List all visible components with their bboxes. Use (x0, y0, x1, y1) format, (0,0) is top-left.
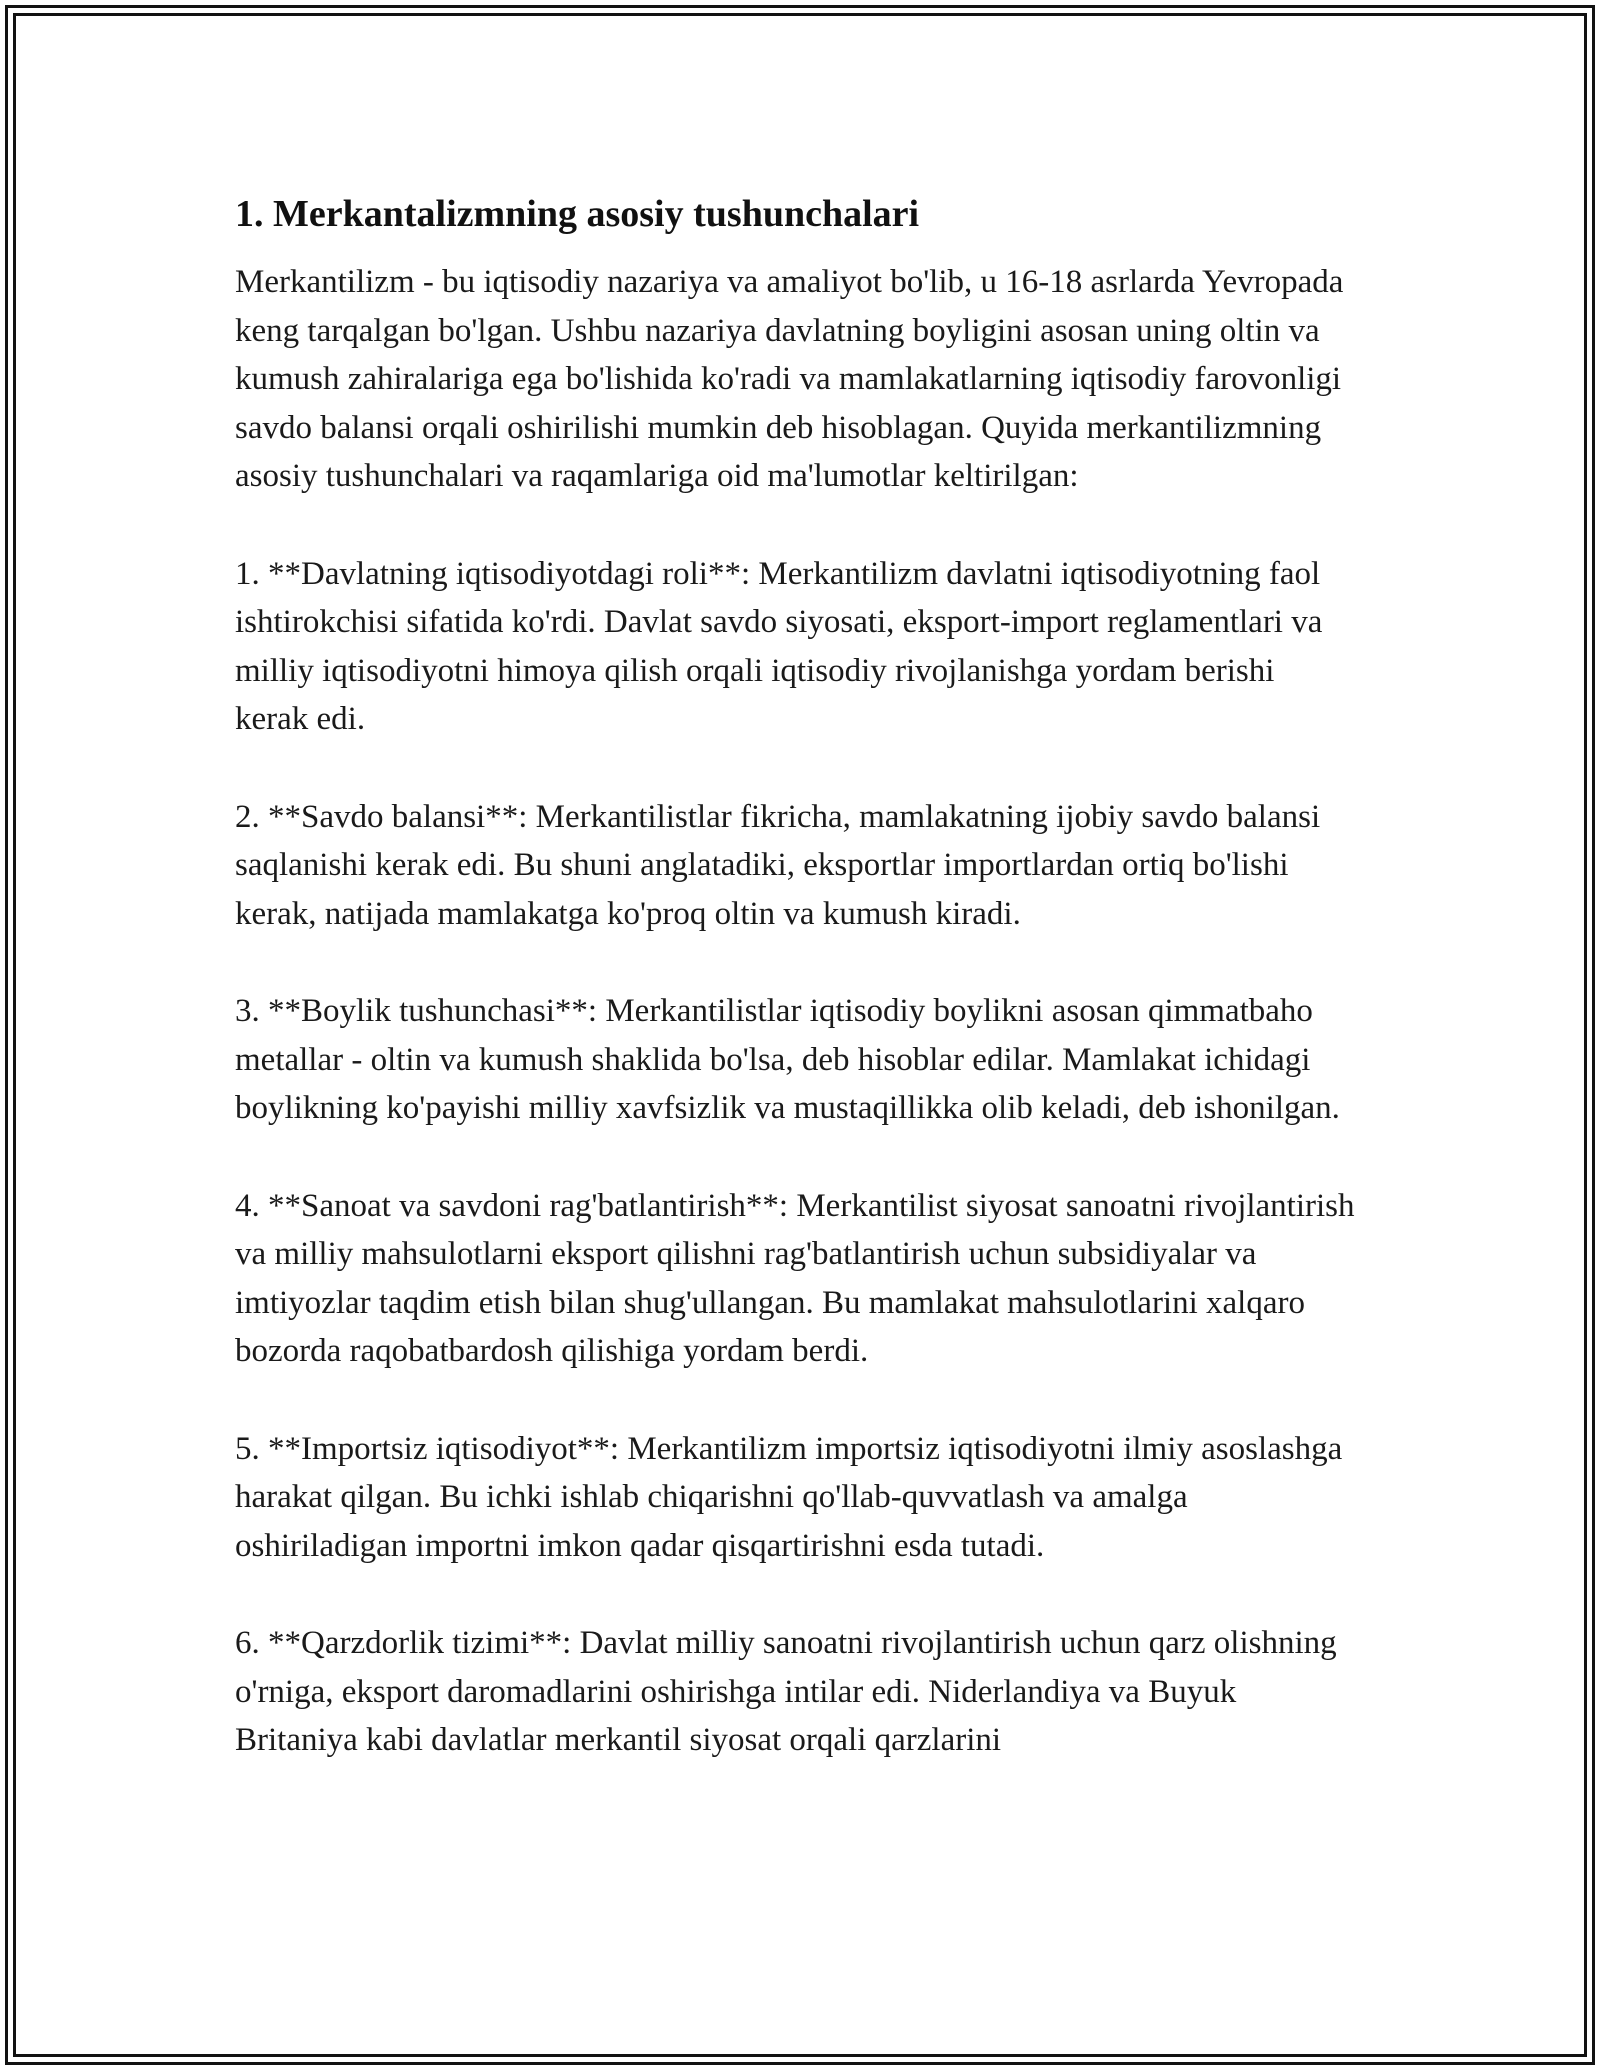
section-heading: 1. Merkantalizmning asosiy tushunchalari (235, 193, 920, 235)
list-item-trade-balance: 2. **Savdo balansi**: Merkantilistlar fikricha, mamlakatning ijobiy savdo balansi saqlanishi kerak edi. Bu shuni anglatadiki, eksportlar importlardan ortiq bo'lishi kerak, natijada mamlakatga ko'proq oltin va kumush kiradi. (235, 798, 1321, 932)
list-item-debt-system: 6. **Qarzdorlik tizimi**: Davlat milliy sanoatni rivojlantirish uchun qarz olishning o'rniga, eksport daromadlarini oshirishga intilar edi. Niderlandiya va Buyuk Britaniya kabi davlatlar merkantil siyosat orqali qarzlarini (235, 1625, 1337, 1758)
list-item-wealth-concept: 3. **Boylik tushunchasi**: Merkantilistlar iqtisodiy boylikni asosan qimmatbaho metallar - oltin va kumush shaklida bo'lsa, deb hisoblar edilar. Mamlakat ichidagi boylikning ko'payishi milliy xavfsizlik va mustaqillikka olib keladi, deb ishonilgan. (235, 993, 1340, 1126)
list-item-industry-trade: 4. **Sanoat va savdoni rag'batlantirish**: Merkantilist siyosat sanoatni rivojlantirish va milliy mahsulotlarni eksport qilishni rag'batlantirish uchun subsidiyalar va imtiyozlar taqdim etish bilan shug'ullangan. Bu mamlakat mahsulotlarini xalqaro bozorda raqobatbardosh qilishiga yordam berdi. (235, 1187, 1355, 1369)
list-item-importless-economy: 5. **Importsiz iqtisodiyot**: Merkantilizm importsiz iqtisodiyotni ilmiy asoslashga harakat qilgan. Bu ichki ishlab chiqarishni qo'llab-quvvatlash va amalga oshiriladigan importni imkon qadar qisqartirishni esda tutadi. (235, 1430, 1343, 1564)
document-body (235, 186, 1355, 1765)
intro-paragraph: Merkantilizm - bu iqtisodiy nazariya va amaliyot bo'lib, u 16-18 asrlarda Yevropada keng tarqalgan bo'lgan. Ushbu nazariya davlatning boyligini asosan uning oltin va kumush zahiralariga ega bo'lishida ko'radi va mamlakatlarning iqtisodiy farovonligi savdo balansi orqali oshirilishi mumkin deb hisoblagan. Quyida merkantilizmning asosiy tushunchalari va raqamlariga oid ma'lumotlar keltirilgan: (235, 264, 1344, 494)
list-item-state-role: 1. **Davlatning iqtisodiyotdagi roli**: Merkantilizm davlatni iqtisodiyotning faol ishtirokchisi sifatida ko'rdi. Davlat savdo siyosati, eksport-import reglamentlari va milliy iqtisodiyotni himoya qilish orqali iqtisodiy rivojlanishga yordam berishi kerak edi. (235, 555, 1323, 737)
